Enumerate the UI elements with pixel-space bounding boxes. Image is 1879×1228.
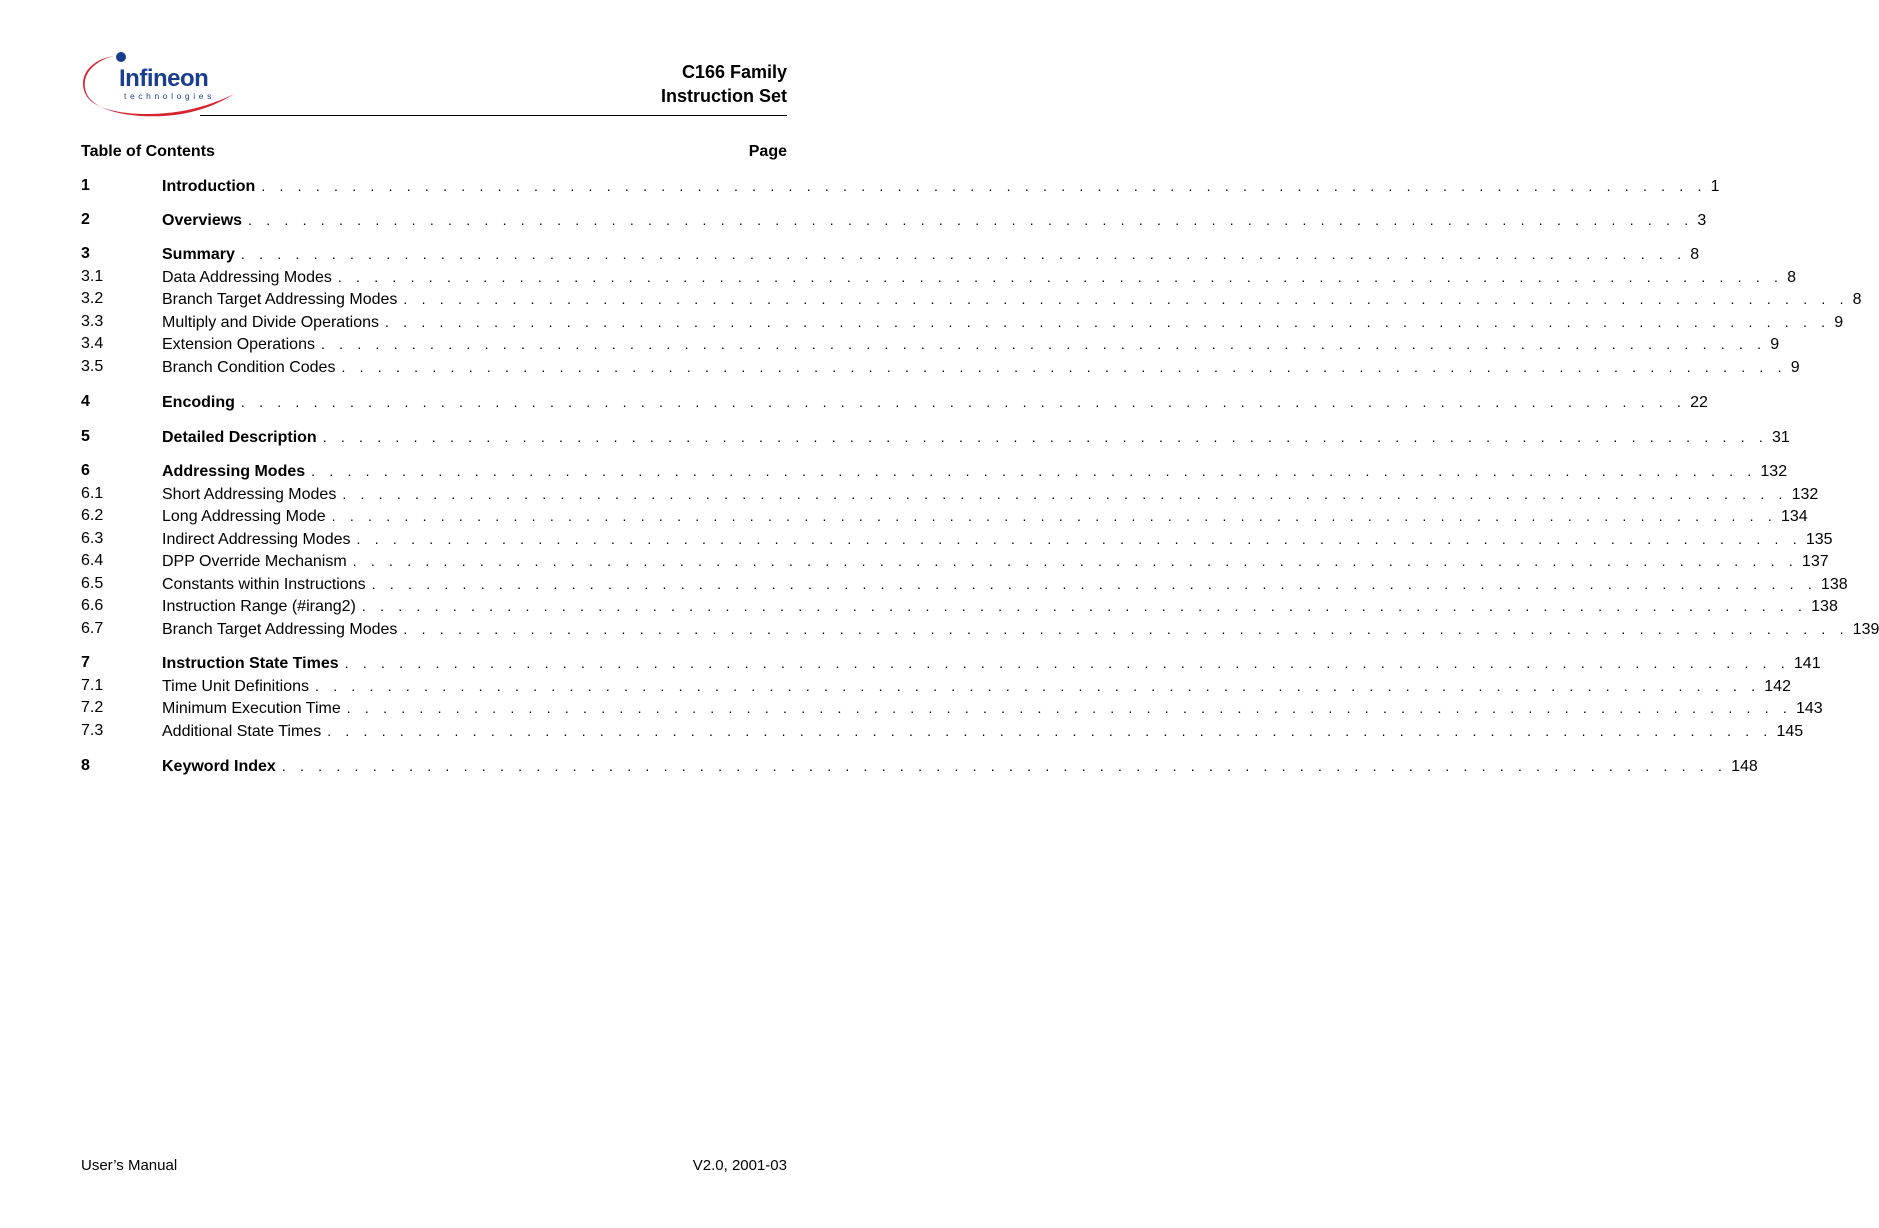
toc-dot-leader: . . . . . . . . . . . . . . . . . . . . . . . . . . . . . . . . . . . . . . . . . . . . . . . . . . . . . . . . . . . . . . . . . . . . . . . . . . . . . . . .	[352, 553, 1798, 569]
toc-entry-line	[162, 460, 1788, 482]
toc-entry-number: 7	[81, 654, 90, 671]
toc-entry-line	[162, 209, 1707, 231]
toc-entry-line	[162, 356, 1800, 378]
toc-entry[interactable]	[81, 311, 1844, 333]
toc-dot-leader: . . . . . . . . . . . . . . . . . . . . . . . . . . . . . . . . . . . . . . . . . . . . . . . . . . . . . . . . . . . . . . . . . . . . . . . . . . . . . . . .	[240, 246, 1687, 262]
logo-subtext: technologies	[124, 91, 215, 101]
toc-entry-number: 2	[81, 211, 90, 228]
toc-entry-title[interactable]: Multiply and Divide Operations	[162, 314, 379, 331]
toc-entry[interactable]	[81, 573, 1848, 595]
toc-entry-number: 3.3	[81, 313, 104, 330]
toc-entry-page: 3	[1697, 212, 1707, 229]
toc-entry-page: 148	[1731, 758, 1758, 775]
toc-entry-line	[162, 266, 1797, 288]
toc-entry-line	[162, 426, 1790, 448]
toc-entry-line	[162, 573, 1848, 595]
toc-entry-line	[162, 550, 1829, 572]
toc-entry-line	[162, 175, 1720, 197]
toc-entry-title[interactable]: Minimum Execution Time	[162, 700, 341, 717]
toc-entry-page: 31	[1771, 429, 1790, 446]
toc-dot-leader: . . . . . . . . . . . . . . . . . . . . . . . . . . . . . . . . . . . . . . . . . . . . . . . . . . . . . . . . . . . . . . . . . . . . . . . . . . . . . . . .	[344, 655, 1790, 671]
toc-entry-title[interactable]: Overviews	[162, 212, 243, 229]
toc-entry-page: 8	[1690, 246, 1700, 263]
toc-dot-leader: . . . . . . . . . . . . . . . . . . . . . . . . . . . . . . . . . . . . . . . . . . . . . . . . . . . . . . . . . . . . . . . . . . . . . . . . . . . . . . . .	[337, 269, 1784, 285]
toc-entry-title[interactable]: Encoding	[162, 394, 235, 411]
toc-dot-leader: . . . . . . . . . . . . . . . . . . . . . . . . . . . . . . . . . . . . . . . . . . . . . . . . . . . . . . . . . . . . . . . . . . . . . . . . . . . . . . . .	[311, 463, 1757, 479]
document-title	[661, 60, 787, 108]
header-divider	[200, 115, 787, 116]
toc-entry[interactable]	[81, 333, 1780, 355]
toc-entry[interactable]	[81, 266, 1797, 288]
toc-entry-title[interactable]: Data Addressing Modes	[162, 269, 332, 286]
toc-entry-number: 6.4	[81, 552, 104, 569]
toc-entry[interactable]	[81, 618, 1879, 640]
footer-version: V2.0, 2001-03	[692, 1157, 787, 1174]
toc-entry-number: 6	[81, 462, 90, 479]
toc-dot-leader: . . . . . . . . . . . . . . . . . . . . . . . . . . . . . . . . . . . . . . . . . . . . . . . . . . . . . . . . . . . . . . . . . . . . . . . . . . . . . . . .	[281, 758, 1728, 774]
toc-entry-number: 6.3	[81, 530, 104, 547]
toc-entry-line	[162, 333, 1780, 355]
toc-entry-line	[162, 391, 1708, 413]
toc-entry-number: 3	[81, 245, 90, 262]
toc-entry-page: 139	[1852, 621, 1879, 638]
infineon-logo-graphic	[78, 48, 238, 124]
toc-entry[interactable]	[81, 288, 1862, 310]
toc-entry-page: 141	[1793, 655, 1821, 672]
document-title-line1: C166 Family	[681, 62, 787, 82]
toc-entry-number: 3.4	[81, 335, 104, 352]
toc-entry[interactable]	[81, 720, 1804, 742]
toc-dot-leader: . . . . . . . . . . . . . . . . . . . . . . . . . . . . . . . . . . . . . . . . . . . . . . . . . . . . . . . . . . . . . . . . . . . . . . . . . . . . . . . .	[315, 678, 1761, 694]
toc-entry[interactable]	[81, 209, 1707, 231]
toc-entry-title[interactable]: Extension Operations	[162, 336, 315, 353]
toc-dot-leader: . . . . . . . . . . . . . . . . . . . . . . . . . . . . . . . . . . . . . . . . . . . . . . . . . . . . . . . . . . . . . . . . . . . . . . . . . . . . . . . .	[385, 314, 1831, 330]
toc-entry-title[interactable]: Keyword Index	[162, 758, 276, 775]
toc-entry[interactable]	[81, 755, 1758, 777]
toc-entry[interactable]	[81, 652, 1821, 674]
toc-entry-number: 6.6	[81, 597, 104, 614]
toc-entry[interactable]	[81, 460, 1788, 482]
toc-entry-title[interactable]: Branch Condition Codes	[162, 359, 336, 376]
toc-dot-leader: . . . . . . . . . . . . . . . . . . . . . . . . . . . . . . . . . . . . . . . . . . . . . . . . . . . . . . . . . . . . . . . . . . . . . . . . . . . . . . . .	[403, 621, 1849, 637]
toc-entry[interactable]	[81, 505, 1808, 527]
toc-entry-page: 9	[1790, 359, 1800, 376]
toc-dot-leader: . . . . . . . . . . . . . . . . . . . . . . . . . . . . . . . . . . . . . . . . . . . . . . . . . . . . . . . . . . . . . . . . . . . . . . . . . . . . . . . .	[403, 291, 1849, 307]
toc-entry-title[interactable]: Addressing Modes	[162, 463, 306, 480]
toc-entry-line	[162, 243, 1700, 265]
toc-entry-number: 7.3	[81, 722, 104, 739]
toc-dot-leader: . . . . . . . . . . . . . . . . . . . . . . . . . . . . . . . . . . . . . . . . . . . . . . . . . . . . . . . . . . . . . . . . . . . . . . . . . . . . . . . .	[371, 576, 1817, 592]
toc-entry-page: 137	[1801, 553, 1829, 570]
toc-entry-page: 134	[1780, 508, 1808, 525]
toc-entry-page: 132	[1760, 463, 1788, 480]
toc-entry-line	[162, 720, 1804, 742]
document-title-line2: Instruction Set	[660, 86, 787, 106]
toc-entry[interactable]	[81, 175, 1720, 197]
toc-entry[interactable]	[81, 550, 1829, 572]
toc-entry-number: 6.1	[81, 485, 104, 502]
toc-entry-page: 135	[1805, 531, 1833, 548]
toc-entry-title[interactable]: Branch Target Addressing Modes	[162, 621, 398, 638]
toc-entry-line	[162, 652, 1821, 674]
toc-entry-page: 132	[1791, 486, 1819, 503]
toc-entry-title[interactable]: Summary	[162, 246, 235, 263]
toc-heading: Table of Contents	[81, 143, 215, 160]
toc-dot-leader: . . . . . . . . . . . . . . . . . . . . . . . . . . . . . . . . . . . . . . . . . . . . . . . . . . . . . . . . . . . . . . . . . . . . . . . . . . . . . . . .	[342, 486, 1788, 502]
toc-entry-line	[162, 288, 1862, 310]
toc-entry-line	[162, 505, 1808, 527]
toc-entry[interactable]	[81, 426, 1790, 448]
toc-dot-leader: . . . . . . . . . . . . . . . . . . . . . . . . . . . . . . . . . . . . . . . . . . . . . . . . . . . . . . . . . . . . . . . . . . . . . . . . . . . . . . . .	[331, 508, 1777, 524]
toc-dot-leader: . . . . . . . . . . . . . . . . . . . . . . . . . . . . . . . . . . . . . . . . . . . . . . . . . . . . . . . . . . . . . . . . . . . . . . . . . . . . . . . .	[240, 394, 1687, 410]
toc-entry[interactable]	[81, 595, 1838, 617]
toc-entry[interactable]	[81, 697, 1823, 719]
toc-entry[interactable]	[81, 675, 1791, 697]
toc-dot-leader: . . . . . . . . . . . . . . . . . . . . . . . . . . . . . . . . . . . . . . . . . . . . . . . . . . . . . . . . . . . . . . . . . . . . . . . . . . . . . . . .	[346, 700, 1792, 716]
toc-entry-number: 8	[81, 757, 90, 774]
toc-entry[interactable]	[81, 483, 1819, 505]
toc-entry-title[interactable]: Time Unit Definitions	[162, 678, 310, 695]
logo-wordmark: Infineon	[119, 65, 209, 92]
toc-dot-leader: . . . . . . . . . . . . . . . . . . . . . . . . . . . . . . . . . . . . . . . . . . . . . . . . . . . . . . . . . . . . . . . . . . . . . . . . . . . . . . . .	[356, 531, 1802, 547]
toc-entry-page: 22	[1690, 394, 1708, 411]
toc-entry-line	[162, 528, 1833, 550]
toc-entry[interactable]	[81, 356, 1800, 378]
toc-entry-number: 6.2	[81, 507, 104, 524]
toc-entry-number: 6.7	[81, 620, 104, 637]
toc-entry-line	[162, 697, 1823, 719]
toc-entry-line	[162, 618, 1879, 640]
toc-entry-title[interactable]: Long Addressing Mode	[162, 508, 326, 525]
infineon-logo	[78, 48, 238, 124]
toc-entry[interactable]	[81, 391, 1708, 413]
toc-entry-page: 1	[1710, 178, 1720, 195]
toc-dot-leader: . . . . . . . . . . . . . . . . . . . . . . . . . . . . . . . . . . . . . . . . . . . . . . . . . . . . . . . . . . . . . . . . . . . . . . . . . . . . . . . .	[327, 723, 1773, 739]
toc-entry-page: 138	[1820, 576, 1848, 593]
toc-entry-number: 3.2	[81, 290, 104, 307]
toc-entry-page: 9	[1834, 314, 1844, 331]
toc-entry[interactable]	[81, 243, 1700, 265]
footer-manual-label: User’s Manual	[81, 1157, 178, 1174]
toc-dot-leader: . . . . . . . . . . . . . . . . . . . . . . . . . . . . . . . . . . . . . . . . . . . . . . . . . . . . . . . . . . . . . . . . . . . . . . . . . . . . . . . .	[248, 212, 1694, 228]
toc-entry-number: 7.2	[81, 699, 104, 716]
toc-entry-title[interactable]: Detailed Description	[162, 429, 317, 446]
toc-entry-title[interactable]: DPP Override Mechanism	[162, 553, 347, 570]
toc-page-label: Page	[748, 143, 787, 160]
toc-entry-number: 7.1	[81, 677, 104, 694]
toc-entry-number: 6.5	[81, 575, 104, 592]
toc-entry-title[interactable]: Introduction	[162, 178, 256, 195]
toc-entry-line	[162, 755, 1758, 777]
toc-entry-line	[162, 675, 1791, 697]
toc-entry-page: 8	[1852, 291, 1862, 308]
toc-entry-title[interactable]: Additional State Times	[162, 723, 322, 740]
toc-dot-leader: . . . . . . . . . . . . . . . . . . . . . . . . . . . . . . . . . . . . . . . . . . . . . . . . . . . . . . . . . . . . . . . . . . . . . . . . . . . . . . . .	[341, 359, 1787, 375]
toc-entry-page: 138	[1811, 598, 1838, 615]
toc-entry-number: 5	[81, 428, 90, 445]
toc-dot-leader: . . . . . . . . . . . . . . . . . . . . . . . . . . . . . . . . . . . . . . . . . . . . . . . . . . . . . . . . . . . . . . . . . . . . . . . . . . . . . . . .	[361, 598, 1808, 614]
toc-entry-title[interactable]: Branch Target Addressing Modes	[162, 291, 398, 308]
toc-dot-leader: . . . . . . . . . . . . . . . . . . . . . . . . . . . . . . . . . . . . . . . . . . . . . . . . . . . . . . . . . . . . . . . . . . . . . . . . . . . . . . . .	[322, 429, 1768, 445]
toc-entry-title[interactable]: Short Addressing Modes	[162, 486, 337, 503]
toc-entry-page: 145	[1776, 723, 1804, 740]
toc-entry-line	[162, 311, 1844, 333]
toc-entry-page: 8	[1787, 269, 1797, 286]
toc-dot-leader: . . . . . . . . . . . . . . . . . . . . . . . . . . . . . . . . . . . . . . . . . . . . . . . . . . . . . . . . . . . . . . . . . . . . . . . . . . . . . . . .	[261, 178, 1707, 194]
toc-entry-number: 4	[81, 393, 90, 410]
toc-entry-number: 3.1	[81, 268, 104, 285]
toc-entry-page: 142	[1764, 678, 1791, 695]
toc-entry-title[interactable]: Indirect Addressing Modes	[162, 531, 351, 548]
toc-entry-number: 1	[81, 177, 90, 194]
toc-entry-title[interactable]: Constants within Instructions	[162, 576, 366, 593]
toc-entry-title[interactable]: Instruction Range (#irang2)	[162, 598, 356, 615]
toc-entry[interactable]	[81, 528, 1833, 550]
toc-entry-line	[162, 483, 1819, 505]
toc-entry-number: 3.5	[81, 358, 104, 375]
toc-heading-row	[81, 143, 787, 161]
toc-entry-line	[162, 595, 1838, 617]
toc-entry-page: 143	[1795, 700, 1823, 717]
toc-dot-leader: . . . . . . . . . . . . . . . . . . . . . . . . . . . . . . . . . . . . . . . . . . . . . . . . . . . . . . . . . . . . . . . . . . . . . . . . . . . . . . . .	[320, 336, 1767, 352]
toc-entry-title[interactable]: Instruction State Times	[162, 655, 339, 672]
toc-entry-page: 9	[1770, 336, 1780, 353]
